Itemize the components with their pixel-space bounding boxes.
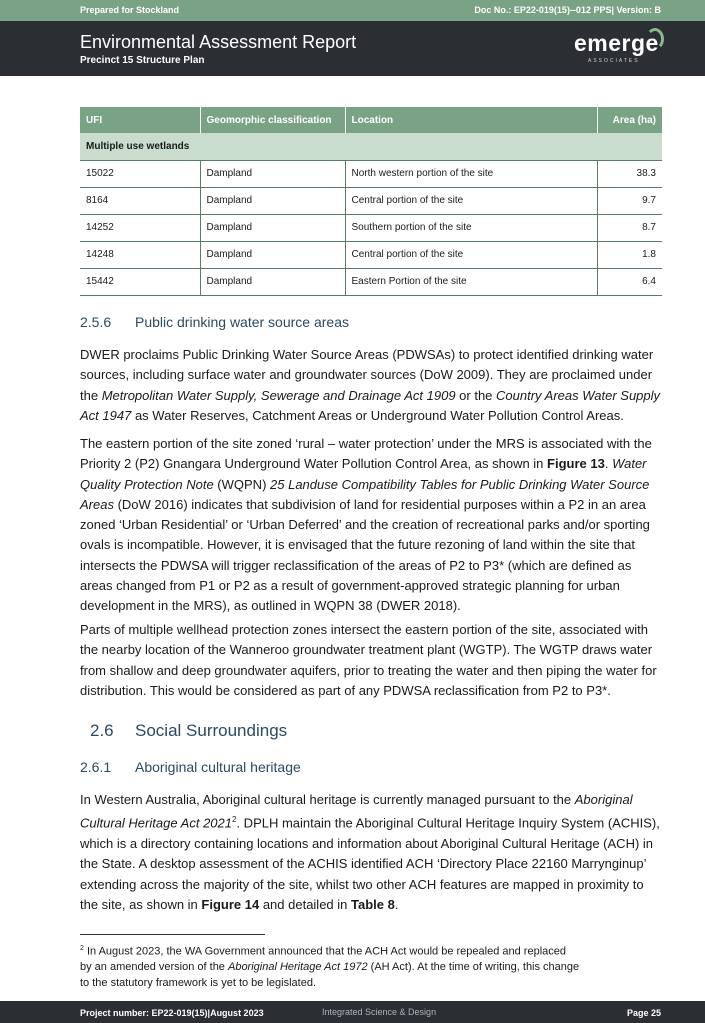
cell-area: 6.4 [597,268,662,295]
cell-location: Eastern Portion of the site [345,268,597,295]
cell-geomorphic: Dampland [200,160,345,187]
table-row [80,241,662,268]
paragraph-wellhead: Parts of multiple wellhead protection zones intersect the eastern portion of the site, associated with the nearby location of the Wanneroo groundwater treatment plant (WGTP). The WGTP draws water from shallow and deep groundwater aquifers, prior to treating the water and then piping the water for distribution. This would be considered as part of any PDWSA reclassification from P2 to P3*. [80,622,657,698]
cell-ufi: 14248 [80,241,200,268]
cell-location: Central portion of the site [345,187,597,214]
cell-area: 8.7 [597,214,662,241]
project-number: Project number: EP22-019(15)|August 2023 [80,1008,264,1018]
footnote-ref: 2 [232,815,237,825]
paragraph-eastern-portion: The eastern portion of the site zoned ‘rural – water protection’ under the MRS is associated with the Priority 2 (P2) Gnangara Underground Water Pollution Control Area, as shown in Figure 13. Water Quality Protection Note (WQPN) 25 Landuse Compatibility Tables for Public Drinking Water Source Areas (DoW 2016) indicates that subdivision of land for residential purposes within a P2 in an area zoned ‘Urban Residential’ or ‘Urban Deferred’ and the creation of recreational parks and/or sporting ovals is incompatible. However, it is envisaged that the future rezoning of land within the site that intersects the PDWSA will trigger reclassification of the areas of P2 to P3* (which are defined as areas changed from P1 or P2 as a result of government-approved strategic planning for urban development in the MRS), as outlined in WQPN 38 (DWER 2018). [80,436,652,614]
page-number: Page 25 [626,1008,661,1018]
cell-geomorphic: Dampland [200,268,345,295]
footer-tagline: Integrated Science & Design [322,1007,437,1017]
paragraph-aboriginal-heritage: In Western Australia, Aboriginal cultural heritage is currently managed pursuant to the Aboriginal Cultural Heritage Act 2021$^2$. DPLH maintain the Aboriginal Cultural Heritage Inquiry System (ACHIS), which is a directory containing locations and information about Aboriginal Cultural Heritage (ACH) in the State. A desktop assessment of the ACHIS identified ACH ‘Directory Place 22160 Marrynginup’ extending across the majority of the site, whilst two other ACH features are mapped in proximity to the site, as shown in Figure 14 and detailed in Table 8. [80,792,660,912]
table-row [80,268,662,295]
table-row [80,160,662,187]
prepared-for: Prepared for Stockland [80,5,180,15]
cell-location: Southern portion of the site [345,214,597,241]
footnote: $^2$ In August 2023, the WA Government announced that the ACH Act would be repealed and replaced by an amended version of the Aboriginal Heritage Act 1972 (AH Act). At the time of writing, this change to the statutory framework is yet to be legislated. [80,945,580,989]
cell-ufi: 8164 [80,187,200,214]
section-title: Aboriginal cultural heritage [135,759,301,775]
section-title: Social Surroundings [135,721,288,740]
emerge-logo [574,30,664,70]
section-heading-2-6 [90,721,287,741]
cell-ufi: 15022 [80,160,200,187]
table-row [80,187,662,214]
table-row [80,214,662,241]
table-header-row [80,107,662,133]
cell-ufi: 14252 [80,214,200,241]
section-number: 2.6 [90,721,114,740]
report-title: Environmental Assessment Report [80,32,357,52]
cell-ufi: 15442 [80,268,200,295]
logo-tagline: ASSOCIATES [588,58,640,64]
footnote-divider [80,934,265,935]
section-heading-2-6-1 [80,759,301,775]
col-header-location: Location [345,107,597,133]
col-header-geomorphic: Geomorphic classification [200,107,345,133]
col-header-ufi: UFI [80,107,200,133]
cell-geomorphic: Dampland [200,187,345,214]
cell-location: North western portion of the site [345,160,597,187]
report-header [0,21,705,76]
section-heading-2-5-6 [80,314,349,330]
top-bar [0,0,705,21]
group-label: Multiple use wetlands [80,133,662,160]
section-title: Public drinking water source areas [135,314,349,330]
cell-area: 1.8 [597,241,662,268]
cell-area: 9.7 [597,187,662,214]
logo-word: emerge [574,30,659,56]
doc-number: Doc No.: EP22-019(15)--012 PPS| Version: B [474,5,661,15]
table-group-row [80,133,662,160]
cell-location: Central portion of the site [345,241,597,268]
paragraph-pdwsa-intro: DWER proclaims Public Drinking Water Source Areas (PDWSAs) to protect identified drinking water sources, including surface water and groundwater sources (DoW 2009). They are proclaimed under the Metropolitan Water Supply, Sewerage and Drainage Act 1909 or the Country Areas Water Supply Act 1947 as Water Reserves, Catchment Areas or Underground Water Pollution Control Areas. [80,347,661,423]
cell-geomorphic: Dampland [200,214,345,241]
table-8-ref: Table 8 [351,896,395,912]
page-footer [0,1001,705,1023]
figure-13-ref: Figure 13 [547,456,605,472]
logo-swoosh-icon [646,28,664,50]
col-header-area: Area (ha) [597,107,662,133]
cell-geomorphic: Dampland [200,241,345,268]
cell-area: 38.3 [597,160,662,187]
figure-14-ref: Figure 14 [201,896,260,912]
section-number: 2.5.6 [80,314,112,330]
wetlands-table [80,107,662,296]
section-number: 2.6.1 [80,759,112,775]
report-subtitle: Precinct 15 Structure Plan [80,55,205,66]
